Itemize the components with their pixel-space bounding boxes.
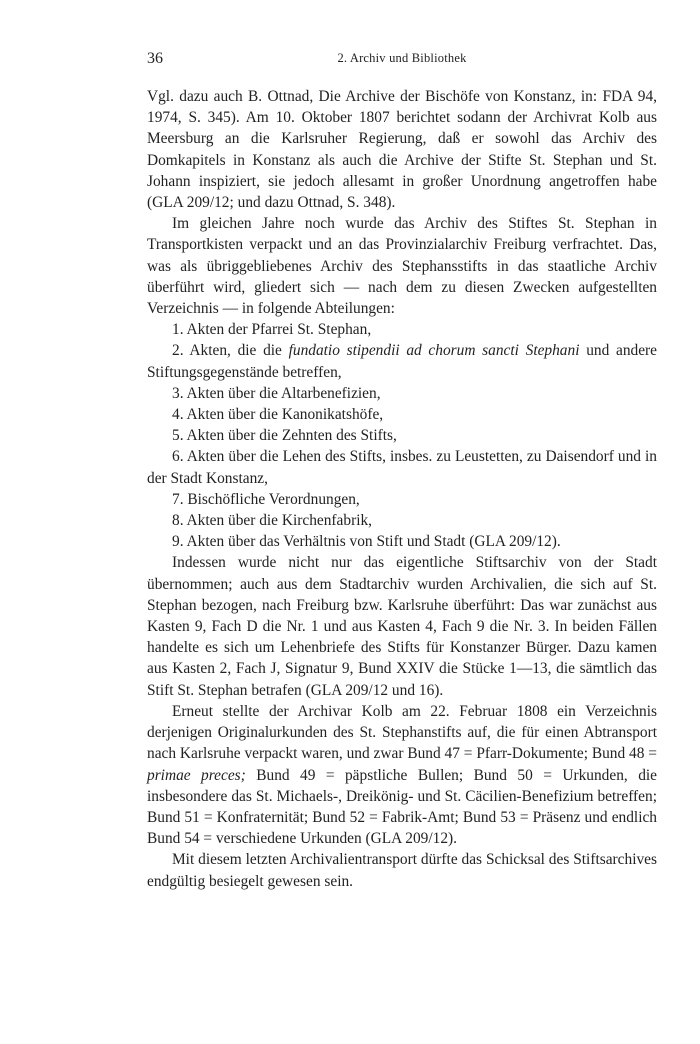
list-item-2-text-b: und andere Stiftungsgegenstände betreffen, [147,342,657,381]
list-item-7: 7. Bischöfliche Verordnungen, [172,490,360,508]
paragraph-4 [147,701,657,849]
paragraph-4-text-b: Bund 49 = päpstliche Bullen; Bund 50 = Urkunden, die insbesondere das St. Michaels-, Dreikönig- und St. Cäcilien-Benefizium betreffen; Bund 51 = Konfraternität; Bund 52 = Fabrik-Amt; Bund 53 = Präsenz und endlich Bund 54 = verschiedene Urkunden (GLA 209/12). [147,766,658,848]
page-header [147,50,657,72]
department-list [147,319,657,552]
list-item-5: 5. Akten über die Zehnten des Stifts, [172,427,397,445]
paragraph-1: Vgl. dazu auch B. Ottnad, Die Archive der Bischöfe von Konstanz, in: FDA 94, 1974, S. 345). Am 10. Oktober 1807 berichtet sodann der Archivrat Kolb aus Meersburg an die Karlsruher Regierung, daß er sowohl das Archiv des Domkapitels in Konstanz als auch die Archive der Stifte St. Stephan und St. Johann inspiziert, sie jedoch allesamt in großer Unordnung angetroffen habe (GLA 209/12; und dazu Ottnad, S. 348). [147,88,657,212]
running-title: 2. Archiv und Bibliothek [337,51,467,65]
paragraph-2: Im gleichen Jahre noch wurde das Archiv des Stiftes St. Stephan in Transportkisten verpackt und an das Provinzialarchiv Freiburg verfrachtet. Das, was als übriggebliebenes Archiv des Stephansstifts in das staatliche Archiv überführt wird, gliedert sich — nach dem zu diesen Zwecken aufgestellten Verzeichnis — in folgende Abteilungen: [147,215,657,318]
paragraph-5: Mit diesem letzten Archivalientransport dürfte das Schicksal des Stiftsarchives endgültig besiegelt gewesen sein. [147,851,657,890]
paragraph-3: Indessen wurde nicht nur das eigentliche Stiftsarchiv von der Stadt übernommen; auch aus dem Stadtarchiv wurden Archivalien, die sich auf St. Stephan bezogen, nach Freiburg bzw. Karlsruhe überführt: Das war zunächst aus Kasten 9, Fach D die Nr. 1 und aus Kasten 4, Fach 9 die Nr. 3. In beiden Fällen handelte es sich um Lehenbriefe des Stifts für Konstanzer Bürger. Dazu kamen aus Kasten 2, Fach J, Signatur 9, Bund XXIV die Stücke 1—13, die sämtlich das Stift St. Stephan betrafen (GLA 209/12 und 16). [147,554,657,699]
list-item-2 [147,340,657,382]
list-item-1: 1. Akten der Pfarrei St. Stephan, [172,321,372,339]
body-text [147,86,657,892]
paragraph-4-latin: primae preces; [147,766,246,784]
list-item-3: 3. Akten über die Altarbenefizien, [172,384,381,402]
list-item-2-latin: fundatio stipendii ad chorum sancti Stephani [288,342,580,360]
list-item-8: 8. Akten über die Kirchenfabrik, [172,512,373,530]
list-item-2-text-a: 2. Akten, die die [172,342,289,360]
page-number: 36 [147,50,163,67]
list-item-9: 9. Akten über das Verhältnis von Stift und Stadt (GLA 209/12). [172,533,561,551]
paragraph-4-text-a: Erneut stellte der Archivar Kolb am 22. Februar 1808 ein Verzeichnis derjenigen Originalurkunden des St. Stephanstifts auf, die für einen Abtransport nach Karlsruhe verpackt waren, und zwar Bund 47 = Pfarr-Dokumente; Bund 48 = [147,702,657,763]
list-item-4: 4. Akten über die Kanonikatshöfe, [172,406,384,424]
list-item-6: 6. Akten über die Lehen des Stifts, insbes. zu Leustetten, zu Daisendorf und in der Stadt Konstanz, [147,448,657,487]
